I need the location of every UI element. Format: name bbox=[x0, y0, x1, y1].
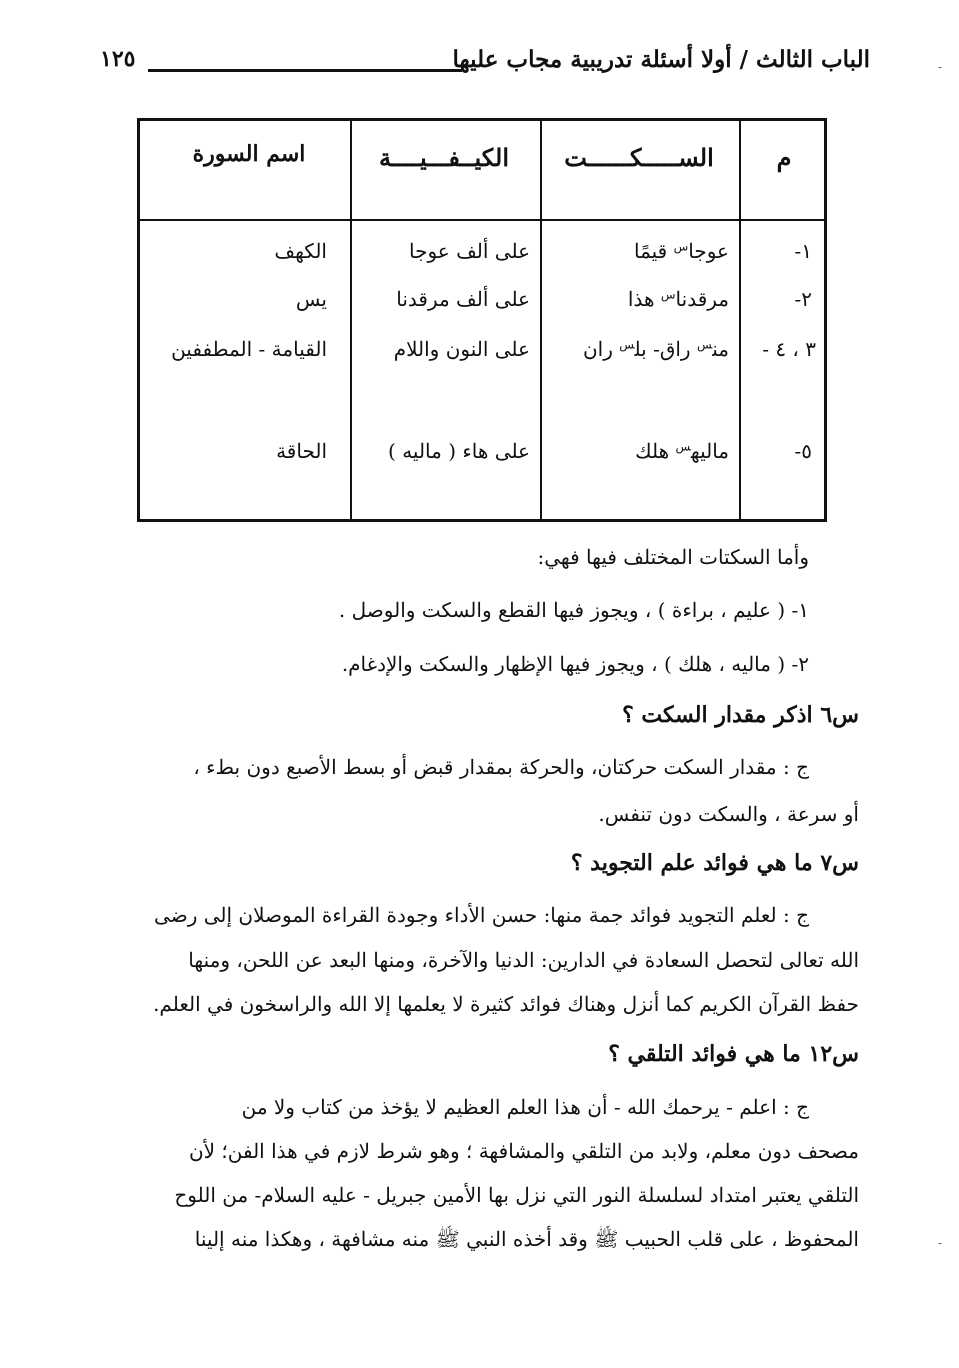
kayfiya-cell: على ألف مرقدنا bbox=[396, 287, 530, 311]
body-line: ج : مقدار السكت حركتان، والحركة بمقدار قبض أو بسط الأصبع دون بطء ، bbox=[193, 755, 809, 779]
sakt-word: مرقدنا bbox=[675, 287, 729, 311]
sakt-word: ران bbox=[582, 337, 613, 361]
sakt-mark: س bbox=[660, 287, 676, 302]
header-surah: اسم السورة bbox=[192, 141, 306, 167]
column-divider bbox=[739, 121, 741, 519]
kayfiya-cell: على ألف عوجا bbox=[408, 239, 530, 263]
sakt-cell bbox=[634, 239, 729, 263]
body-line: وأما السكتات المختلف فيها فهي: bbox=[537, 545, 809, 569]
sakt-mark: س bbox=[673, 239, 689, 254]
body-line: مصحف دون معلم، ولابد من التلقي والمشافهة ؛ وهو شرط لازم في هذا الفن؛ لأن bbox=[188, 1139, 859, 1163]
sakt-mark: س bbox=[696, 337, 713, 352]
question-heading: س١٢ ما هي فوائد التلقي ؟ bbox=[608, 1041, 859, 1067]
chapter-title: الباب الثالث / أولا أسئلة تدريبية مجاب عليها bbox=[452, 46, 870, 73]
body-line: الله تعالى لتحصل السعادة في الدارين: الدنيا والآخرة، ومنها البعد عن اللحن، ومنها bbox=[188, 948, 859, 972]
body-line: المحفوظ ، على قلب الحبيب ﷺ وقد أخذه النبي ﷺ منه مشافهة ، وهكذا منه إلينا bbox=[194, 1227, 859, 1251]
row-number: ٥- bbox=[794, 439, 812, 463]
sakt-cell bbox=[628, 287, 729, 311]
sakt-word: من bbox=[712, 337, 729, 361]
sakt-word: عوجا bbox=[688, 239, 729, 263]
sakt-word: هلك bbox=[635, 439, 670, 463]
sakt-cell bbox=[583, 337, 729, 361]
body-line: التلقي يعتبر امتداد لسلسلة النور التي نزل بها الأمين جبريل - عليه السلام- من اللوح bbox=[174, 1183, 859, 1207]
header-sakt: الســـــكــــــت bbox=[564, 143, 714, 172]
column-divider bbox=[540, 121, 542, 519]
surah-cell: الحاقة bbox=[276, 439, 327, 463]
body-line: حفظ القرآن الكريم كما أنزل وهناك فوائد كثيرة لا يعلمها إلا الله والراسخون في العلم. bbox=[153, 992, 859, 1016]
question-heading: س٦ اذكر مقدار السكت ؟ bbox=[622, 702, 859, 728]
body-line: أو سرعة ، والسكت دون تنفس. bbox=[598, 802, 859, 826]
page-number: ١٢٥ bbox=[100, 46, 136, 72]
sakt-mark: س bbox=[619, 337, 635, 352]
body-line: ج : لعلم التجويد فوائد جمة منها: حسن الأداء وجودة القراءة الموصلان إلى رضى bbox=[154, 903, 809, 927]
column-divider bbox=[350, 121, 352, 519]
sakt-table bbox=[137, 118, 827, 522]
surah-cell: يس bbox=[295, 287, 327, 311]
sakt-word: قيمًا bbox=[633, 239, 668, 263]
row-number: ٣ ، ٤ - bbox=[762, 337, 816, 361]
surah-cell: القيامة - المطففين bbox=[171, 337, 327, 361]
body-line: ج : اعلم - يرحمك الله - أن هذا العلم العظيم لا يؤخذ من كتاب ولا من bbox=[241, 1095, 809, 1119]
header-kayfiya: الكيــفـــيــــة bbox=[378, 143, 509, 172]
body-line: ١- ( عليم ، براءة ) ، ويجوز فيها القطع والسكت والوصل . bbox=[338, 598, 809, 622]
header-rule bbox=[148, 69, 462, 72]
row-number: ١- bbox=[794, 239, 812, 263]
sakt-word: ماليه bbox=[690, 439, 729, 463]
kayfiya-cell: على هاء ( ماليه ) bbox=[388, 439, 530, 463]
kayfiya-cell: على النون واللام bbox=[393, 337, 530, 361]
sakt-cell bbox=[635, 439, 729, 463]
header-row-divider bbox=[140, 219, 824, 221]
sakt-word: هذا bbox=[627, 287, 655, 311]
scan-speck: - bbox=[938, 1236, 943, 1250]
surah-cell: الكهف bbox=[274, 239, 327, 263]
scan-speck: - bbox=[938, 60, 943, 74]
body-line: ٢- ( ماليه ، هلك ) ، ويجوز فيها الإظهار والسكت والإدغام. bbox=[341, 652, 809, 676]
header-num: م bbox=[776, 143, 792, 172]
question-heading: س٧ ما هي فوائد علم التجويد ؟ bbox=[570, 850, 859, 876]
sakt-word: راق- بل bbox=[634, 337, 691, 361]
sakt-mark: س bbox=[675, 439, 691, 454]
page-header bbox=[100, 46, 870, 96]
row-number: ٢- bbox=[794, 287, 812, 311]
